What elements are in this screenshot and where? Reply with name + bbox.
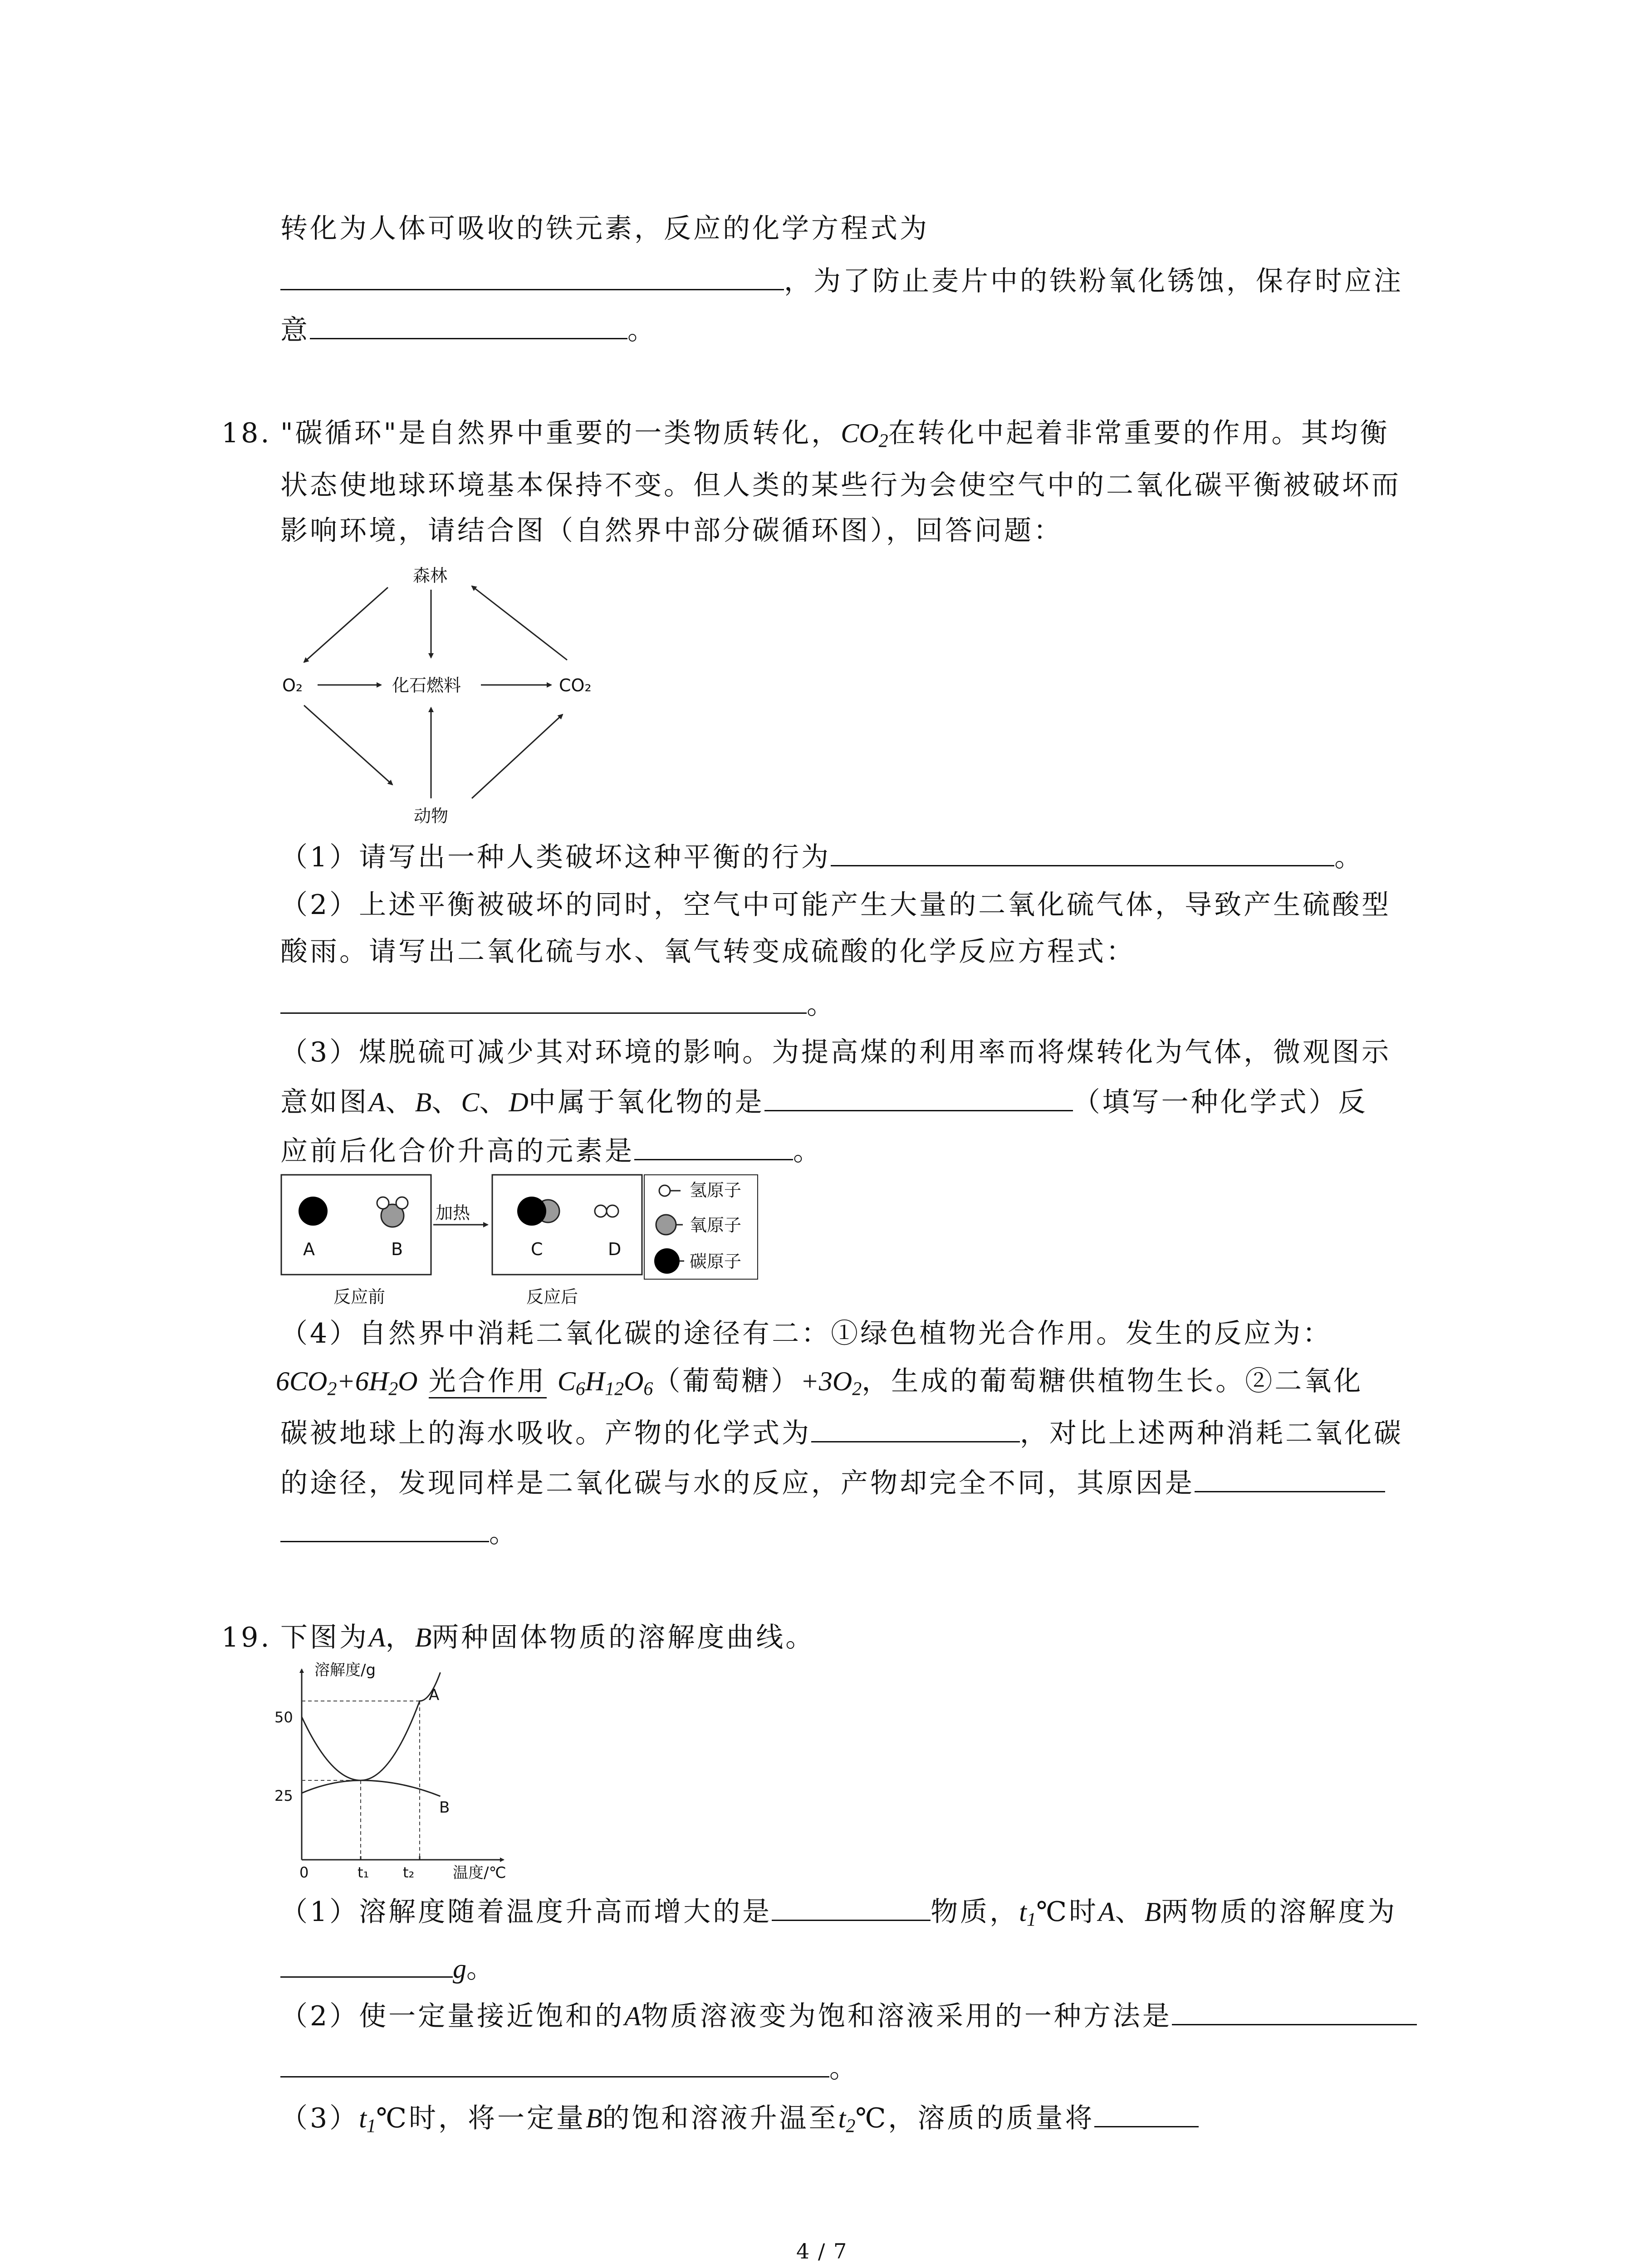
answer-blank[interactable] [811, 1441, 1020, 1442]
series-b-label: B [439, 1799, 450, 1817]
q18-part4-b: $6CO_2+6H_2O$ 光合作用 $C_6H_{12}O_6$（葡萄糖）$+3O_2$，生成的葡萄糖供植物生长。②二氧化 [276, 1365, 1363, 1400]
arrow-animal-to-co2 [472, 714, 563, 798]
carbon-cycle-diagram [272, 562, 617, 844]
forest-label: 森林 [413, 566, 448, 586]
photosynthesis-reactants: $6CO_2+6H_2O$ [276, 1366, 418, 1400]
q18-intro-3: 影响环境，请结合图（自然界中部分碳循环图），回答问题： [280, 515, 1063, 547]
q17-line2: ，为了防止麦片中的铁粉氧化锈蚀，保存时应注 [280, 268, 1403, 295]
answer-blank[interactable] [280, 1540, 489, 1542]
answer-blank[interactable] [1172, 2024, 1417, 2025]
answer-blank[interactable] [280, 2076, 829, 2077]
answer-blank[interactable] [310, 337, 627, 339]
hydrogen-atom [595, 1205, 607, 1217]
label-b: B [391, 1239, 403, 1259]
series-a-label: A [429, 1686, 440, 1704]
q18-part4-e: 。 [280, 1520, 519, 1547]
answer-blank[interactable] [1195, 1491, 1385, 1492]
heat-label: 加热 [436, 1203, 470, 1223]
co2-label: CO₂ [559, 675, 592, 695]
carbon-atom-label: 碳原子 [690, 1251, 742, 1271]
answer-blank[interactable] [764, 1110, 1073, 1111]
q17-line1: 转化为人体可吸收的铁元素，反应的化学方程式为 [280, 213, 929, 244]
o2-label: O₂ [282, 675, 303, 695]
label-c: C [531, 1239, 543, 1259]
q18-intro-2: 状态使地球环境基本保持不变。但人类的某些行为会使空气中的二氧化碳平衡被破坏而 [280, 469, 1401, 501]
q19-number: 19. [221, 1622, 272, 1653]
q18-part2-c: 。 [280, 991, 836, 1018]
q19-part1-a: （1）溶解度随着温度升高而增大的是 物质，$t_1℃$时A、B两物质的溶解度为 [280, 1896, 1397, 1931]
answer-blank[interactable] [280, 288, 784, 290]
answer-blank[interactable] [634, 1158, 793, 1160]
fossil-fuel-label: 化石燃料 [392, 675, 461, 695]
q18-part3-b: 意如图A、B、C、D中属于氧化物的是 （填写一种化学式）反 [280, 1086, 1368, 1118]
hydrogen-atom [396, 1197, 408, 1209]
y-axis-label: 溶解度/g [314, 1661, 376, 1679]
y-tick-50: 50 [274, 1709, 293, 1726]
q18-part3-c: 应前后化合价升高的元素是 。 [280, 1135, 823, 1167]
answer-blank[interactable] [831, 865, 1334, 866]
carbon-atom [654, 1248, 680, 1274]
hydrogen-atom-label: 氢原子 [690, 1180, 742, 1200]
solubility-chart [272, 1660, 517, 1887]
q18-part4-d: 的途径，发现同样是二氧化碳与水的反应，产物却完全不同，其原因是 [280, 1470, 1385, 1497]
q18-intro-1: "碳循环"是自然界中重要的一类物质转化，$CO_2$在转化中起着非常重要的作用。其均衡 [280, 417, 1390, 452]
before-label: 反应前 [333, 1287, 386, 1307]
q18-part2-b: 酸雨。请写出二氧化硫与水、氧气转变成硫酸的化学反应方程式： [280, 936, 1136, 968]
q18-part4-a: （4）自然界中消耗二氧化碳的途径有二：①绿色植物光合作用。发生的反应为： [280, 1318, 1332, 1349]
x-tick-t1: t₁ [358, 1864, 369, 1881]
carbon-atom [299, 1197, 328, 1226]
oxygen-atom [656, 1215, 676, 1235]
hydrogen-atom [607, 1205, 618, 1217]
q19-part1-b: g。 [280, 1955, 496, 1982]
arrow-o2-to-animal [304, 705, 392, 785]
x-tick-0: 0 [299, 1864, 309, 1881]
q19-part2-a: （2）使一定量接近饱和的A物质溶液变为饱和溶液采用的一种方法是 [280, 2003, 1417, 2030]
carbon-atom [517, 1197, 546, 1226]
hydrogen-atom [377, 1197, 389, 1209]
glucose-formula: $C_6H_{12}O_6$ [557, 1366, 653, 1400]
arrow-co2-to-forest [472, 586, 567, 660]
q18-part2-a: （2）上述平衡被破坏的同时，空气中可能产生大量的二氧化硫气体，导致产生硫酸型 [280, 889, 1391, 921]
label-a: A [303, 1239, 315, 1259]
arrow-forest-to-o2 [304, 587, 388, 662]
answer-blank[interactable] [772, 1919, 931, 1921]
q18-part1: （1）请写出一种人类破坏这种平衡的行为 。 [280, 841, 1364, 873]
after-label: 反应后 [526, 1287, 578, 1307]
co2-formula: $CO_2$ [841, 418, 888, 452]
q17-line3: 意 。 [280, 314, 657, 346]
q18-number: 18. [221, 417, 272, 449]
after-box [492, 1175, 642, 1275]
q18-part3-a: （3）煤脱硫可减少其对环境的影响。为提高煤的利用率而将煤转化为气体，微观图示 [280, 1036, 1391, 1068]
q19-part2-b: 。 [280, 2055, 859, 2082]
x-axis-label: 温度/℃ [453, 1864, 506, 1882]
animal-label: 动物 [414, 806, 449, 826]
hydrogen-atom [659, 1185, 670, 1196]
answer-blank[interactable] [280, 1976, 453, 1978]
before-box [281, 1175, 431, 1275]
y-tick-25: 25 [274, 1787, 293, 1804]
x-tick-t2: t₂ [403, 1864, 415, 1881]
q18-part4-c: 碳被地球上的海水吸收。产物的化学式为 ，对比上述两种消耗二氧化碳 [280, 1418, 1403, 1449]
q19-part3: $(3)t_1℃$时，将一定量B的饱和溶液升温至$t_2℃$，溶质的质量将 [280, 2105, 1199, 2136]
answer-blank[interactable] [280, 1012, 807, 1014]
answer-blank[interactable] [1094, 2126, 1199, 2127]
page-number: 4 / 7 [796, 2239, 848, 2263]
photosynthesis-condition: 光合作用 [429, 1365, 547, 1398]
label-d: D [608, 1239, 622, 1259]
q19-intro: 下图为A，B两种固体物质的溶解度曲线。 [280, 1622, 815, 1653]
oxygen-atom-label: 氧原子 [690, 1215, 742, 1235]
